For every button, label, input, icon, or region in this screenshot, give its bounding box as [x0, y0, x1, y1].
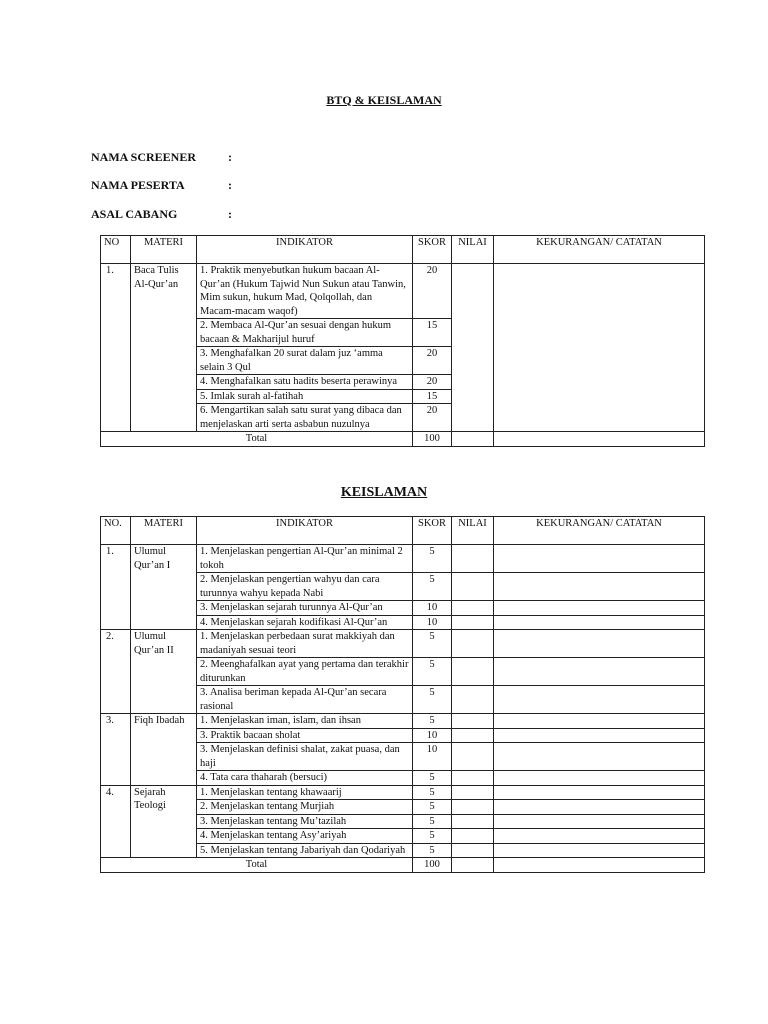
indikator-cell: 6. Mengartikan salah satu surat yang dibaca dan menjelaskan arti serta asbabun nuzulnya	[197, 404, 413, 432]
row-number: 4.	[101, 785, 131, 858]
indikator-cell: 2. Menjelaskan pengertian wahyu dan cara turunnya wahyu kepada Nabi	[197, 573, 413, 601]
header-catatan: KEKURANGAN/ CATATAN	[494, 236, 705, 264]
skor-cell: 10	[413, 728, 452, 743]
catatan-cell[interactable]	[494, 728, 705, 743]
materi-cell: Sejarah Teologi	[131, 785, 197, 858]
row-number: 1.	[101, 264, 131, 432]
indikator-cell: 3. Menjelaskan definisi shalat, zakat puasa, dan haji	[197, 743, 413, 771]
field-colon: :	[228, 207, 232, 221]
keislaman-table	[100, 516, 705, 873]
indikator-cell: 2. Membaca Al-Qur’an sesuai dengan hukum bacaan & Makharijul huruf	[197, 319, 413, 347]
catatan-cell[interactable]	[494, 573, 705, 601]
row-number: 1.	[101, 545, 131, 630]
table-header-row	[101, 517, 705, 545]
total-catatan-cell	[494, 858, 705, 873]
total-value: 100	[413, 858, 452, 873]
catatan-cell[interactable]	[494, 601, 705, 616]
field-label: ASAL CABANG	[91, 207, 178, 221]
indikator-cell: 1. Praktik menyebutkan hukum bacaan Al-Qur’an (Hukum Tajwid Nun Sukun atau Tanwin, Mim sukun, hukum Mad, Qolqollah, dan Macam-macam waqof)	[197, 264, 413, 319]
total-row	[101, 432, 705, 447]
nilai-cell[interactable]	[452, 829, 494, 844]
skor-cell: 20	[413, 264, 452, 319]
skor-cell: 5	[413, 785, 452, 800]
nilai-cell[interactable]	[452, 728, 494, 743]
nilai-cell[interactable]	[452, 658, 494, 686]
nilai-cell[interactable]	[452, 843, 494, 858]
indikator-cell: 4. Menjelaskan sejarah kodifikasi Al-Qur’an	[197, 615, 413, 630]
skor-cell: 5	[413, 814, 452, 829]
total-label: Total	[101, 858, 413, 873]
materi-cell: Ulumul Qur’an II	[131, 630, 197, 714]
skor-cell: 5	[413, 771, 452, 786]
catatan-cell[interactable]	[494, 545, 705, 573]
header-skor: SKOR	[413, 236, 452, 264]
header-nilai: NILAI	[452, 236, 494, 264]
field-colon: :	[228, 150, 232, 164]
indikator-cell: 3. Praktik bacaan sholat	[197, 728, 413, 743]
indikator-cell: 3. Menjelaskan tentang Mu’tazilah	[197, 814, 413, 829]
nilai-cell[interactable]	[452, 785, 494, 800]
page-title: BTQ & KEISLAMAN	[326, 93, 442, 107]
indikator-cell: 5. Imlak surah al-fatihah	[197, 389, 413, 404]
header-catatan: KEKURANGAN/ CATATAN	[494, 517, 705, 545]
header-materi: MATERI	[131, 236, 197, 264]
catatan-cell[interactable]	[494, 771, 705, 786]
btq-table	[100, 235, 705, 447]
catatan-cell[interactable]	[494, 843, 705, 858]
skor-cell: 20	[413, 375, 452, 390]
indikator-cell: 5. Menjelaskan tentang Jabariyah dan Qodariyah	[197, 843, 413, 858]
row-number: 3.	[101, 714, 131, 786]
nilai-cell[interactable]	[452, 771, 494, 786]
field-colon: :	[228, 178, 232, 192]
catatan-cell[interactable]	[494, 814, 705, 829]
indikator-cell: 4. Tata cara thaharah (bersuci)	[197, 771, 413, 786]
header-no: NO.	[101, 517, 131, 545]
materi-cell: Ulumul Qur’an I	[131, 545, 197, 630]
total-nilai-cell[interactable]	[452, 432, 494, 447]
skor-cell: 5	[413, 829, 452, 844]
catatan-cell[interactable]	[494, 630, 705, 658]
indikator-cell: 1. Menjelaskan iman, islam, dan ihsan	[197, 714, 413, 729]
table-row	[101, 545, 705, 573]
section-title: KEISLAMAN	[340, 485, 428, 500]
indikator-cell: 1. Menjelaskan tentang khawaarij	[197, 785, 413, 800]
catatan-cell[interactable]	[494, 658, 705, 686]
indikator-cell: 3. Analisa beriman kepada Al-Qur’an secara rasional	[197, 686, 413, 714]
nilai-cell[interactable]	[452, 630, 494, 658]
indikator-cell: 2. Menjelaskan tentang Murjiah	[197, 800, 413, 815]
table-header-row	[101, 236, 705, 264]
nilai-cell[interactable]	[452, 264, 494, 432]
skor-cell: 5	[413, 545, 452, 573]
field-nama-peserta	[91, 178, 232, 193]
materi-cell: Baca Tulis Al-Qur’an	[131, 264, 197, 432]
nilai-cell[interactable]	[452, 601, 494, 616]
skor-cell: 5	[413, 658, 452, 686]
table-row	[101, 714, 705, 729]
materi-cell: Fiqh Ibadah	[131, 714, 197, 786]
total-label: Total	[101, 432, 413, 447]
catatan-cell[interactable]	[494, 785, 705, 800]
header-skor: SKOR	[413, 517, 452, 545]
field-label: NAMA SCREENER	[91, 150, 197, 164]
skor-cell: 5	[413, 800, 452, 815]
skor-cell: 5	[413, 573, 452, 601]
skor-cell: 5	[413, 630, 452, 658]
skor-cell: 10	[413, 615, 452, 630]
header-indikator: INDIKATOR	[197, 517, 413, 545]
indikator-cell: 1. Menjelaskan perbedaan surat makkiyah dan madaniyah sesuai teori	[197, 630, 413, 658]
table-row	[101, 785, 705, 800]
indikator-cell: 1. Menjelaskan pengertian Al-Qur’an minimal 2 tokoh	[197, 545, 413, 573]
skor-cell: 5	[413, 843, 452, 858]
header-no: NO	[101, 236, 131, 264]
field-label: NAMA PESERTA	[91, 178, 185, 192]
skor-cell: 15	[413, 319, 452, 347]
nilai-cell[interactable]	[452, 743, 494, 771]
indikator-cell: 2. Meenghafalkan ayat yang pertama dan terakhir diturunkan	[197, 658, 413, 686]
catatan-cell[interactable]	[494, 264, 705, 432]
field-nama-screener	[91, 150, 232, 165]
total-nilai-cell[interactable]	[452, 858, 494, 873]
catatan-cell[interactable]	[494, 800, 705, 815]
skor-cell: 10	[413, 743, 452, 771]
header-nilai: NILAI	[452, 517, 494, 545]
indikator-cell: 4. Menjelaskan tentang Asy’ariyah	[197, 829, 413, 844]
field-asal-cabang	[91, 207, 232, 222]
header-indikator: INDIKATOR	[197, 236, 413, 264]
skor-cell: 5	[413, 714, 452, 729]
table-row	[101, 264, 705, 319]
indikator-cell: 4. Menghafalkan satu hadits beserta perawinya	[197, 375, 413, 390]
skor-cell: 20	[413, 347, 452, 375]
skor-cell: 10	[413, 601, 452, 616]
nilai-cell[interactable]	[452, 714, 494, 729]
nilai-cell[interactable]	[452, 814, 494, 829]
nilai-cell[interactable]	[452, 545, 494, 573]
header-materi: MATERI	[131, 517, 197, 545]
total-row	[101, 858, 705, 873]
skor-cell: 5	[413, 686, 452, 714]
table-row	[101, 630, 705, 658]
skor-cell: 20	[413, 404, 452, 432]
indikator-cell: 3. Menghafalkan 20 surat dalam juz ‘amma selain 3 Qul	[197, 347, 413, 375]
total-value: 100	[413, 432, 452, 447]
catatan-cell[interactable]	[494, 829, 705, 844]
catatan-cell[interactable]	[494, 686, 705, 714]
nilai-cell[interactable]	[452, 573, 494, 601]
nilai-cell[interactable]	[452, 615, 494, 630]
row-number: 2.	[101, 630, 131, 714]
catatan-cell[interactable]	[494, 615, 705, 630]
nilai-cell[interactable]	[452, 686, 494, 714]
indikator-cell: 3. Menjelaskan sejarah turunnya Al-Qur’an	[197, 601, 413, 616]
nilai-cell[interactable]	[452, 800, 494, 815]
catatan-cell[interactable]	[494, 714, 705, 729]
catatan-cell[interactable]	[494, 743, 705, 771]
skor-cell: 15	[413, 389, 452, 404]
total-catatan-cell	[494, 432, 705, 447]
